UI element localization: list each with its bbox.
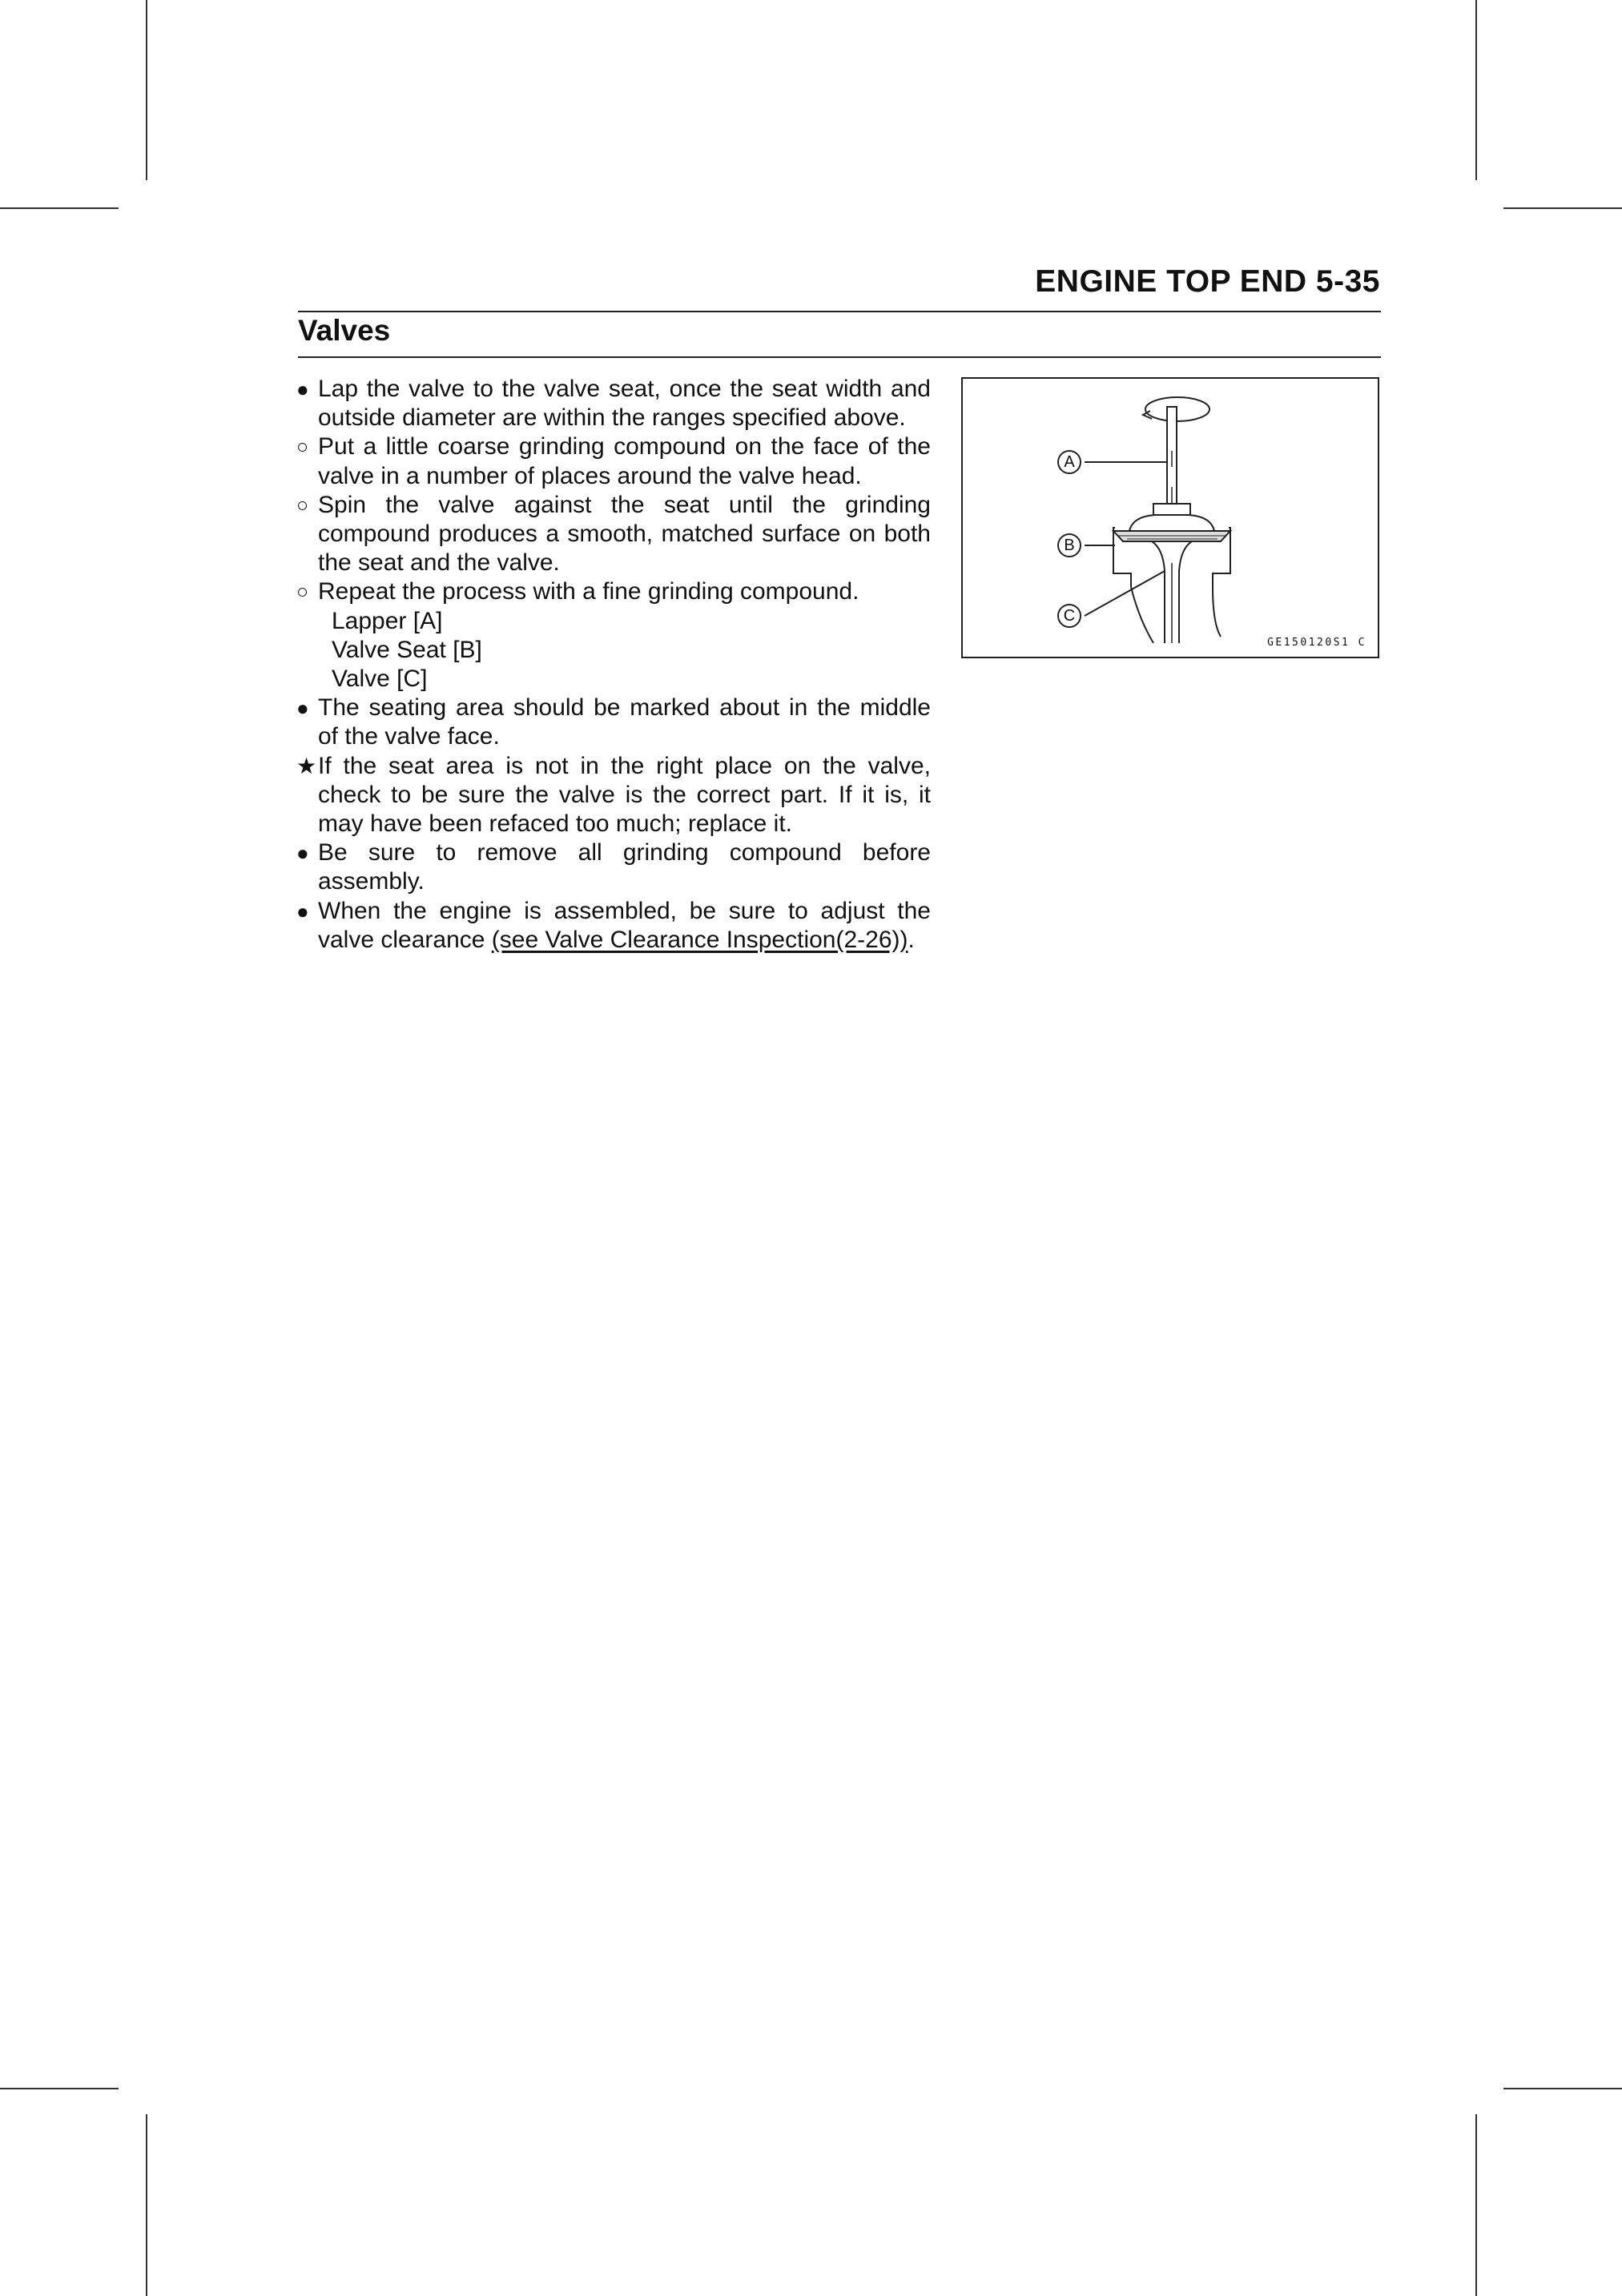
item-text: Be sure to remove all grinding compound before assembly. <box>318 839 931 895</box>
crop-mark <box>1503 207 1622 209</box>
bullet-marker: ● <box>296 899 309 923</box>
crop-mark <box>1475 0 1477 180</box>
list-item <box>296 577 931 606</box>
item-text: Put a little coarse grinding compound on the face of the valve in a number of places around the valve head. <box>318 433 931 489</box>
sub-step-marker: ○ <box>296 436 309 459</box>
header-rule <box>298 311 1381 312</box>
figure-label: Valve [C] <box>332 665 428 693</box>
condition-marker: ★ <box>296 753 317 778</box>
list-item <box>296 694 931 751</box>
figure-label: Valve Seat [B] <box>332 636 482 663</box>
callout-c: C <box>1057 604 1081 628</box>
item-text: Lap the valve to the valve seat, once the seat width and outside diameter are within the ranges specified above. <box>318 376 931 432</box>
bullet-marker: ● <box>296 377 309 401</box>
item-text: . <box>908 926 915 953</box>
list-item <box>296 375 931 432</box>
item-text: The seating area should be marked about in the middle of the valve face. <box>318 694 931 750</box>
crop-mark <box>1503 2088 1622 2089</box>
sub-step-marker: ○ <box>296 581 309 604</box>
valve-lapping-figure <box>961 377 1379 658</box>
crop-mark <box>146 0 147 180</box>
crop-mark <box>0 207 119 209</box>
cross-reference-link[interactable]: (see Valve Clearance Inspection(2-26)) <box>491 926 908 953</box>
bullet-marker: ● <box>296 696 309 721</box>
valve-lapping-illustration <box>963 379 1378 657</box>
crop-mark <box>0 2088 119 2089</box>
section-rule <box>298 356 1381 358</box>
list-item <box>296 432 931 490</box>
item-text: Spin the valve against the seat until the grinding compound produces a smooth, matched surface on both the seat and the valve. <box>318 491 931 577</box>
list-item <box>296 491 931 578</box>
item-text: If the seat area is not in the right place on the valve, check to be sure the valve is the correct part. If it is, it may have been refaced too much; replace it. <box>318 752 931 838</box>
bullet-marker: ● <box>296 841 309 866</box>
callout-b: B <box>1057 533 1081 557</box>
sub-step-marker: ○ <box>296 493 309 517</box>
instruction-list <box>296 375 931 955</box>
list-item <box>296 897 931 955</box>
item-text: Repeat the process with a fine grinding compound. <box>318 578 859 605</box>
figure-code: GE150120S1 C <box>1267 637 1366 649</box>
section-title: Valves <box>298 314 391 347</box>
figure-label: Lapper [A] <box>332 607 443 634</box>
page-header-title: ENGINE TOP END 5-35 <box>1035 264 1380 299</box>
item-text: When the engine is assembled, be sure to adjust the valve clearance <box>318 897 931 953</box>
crop-mark <box>146 2114 147 2296</box>
list-item <box>296 838 931 896</box>
crop-mark <box>1475 2114 1477 2296</box>
list-item <box>296 752 931 839</box>
callout-a: A <box>1057 450 1081 474</box>
